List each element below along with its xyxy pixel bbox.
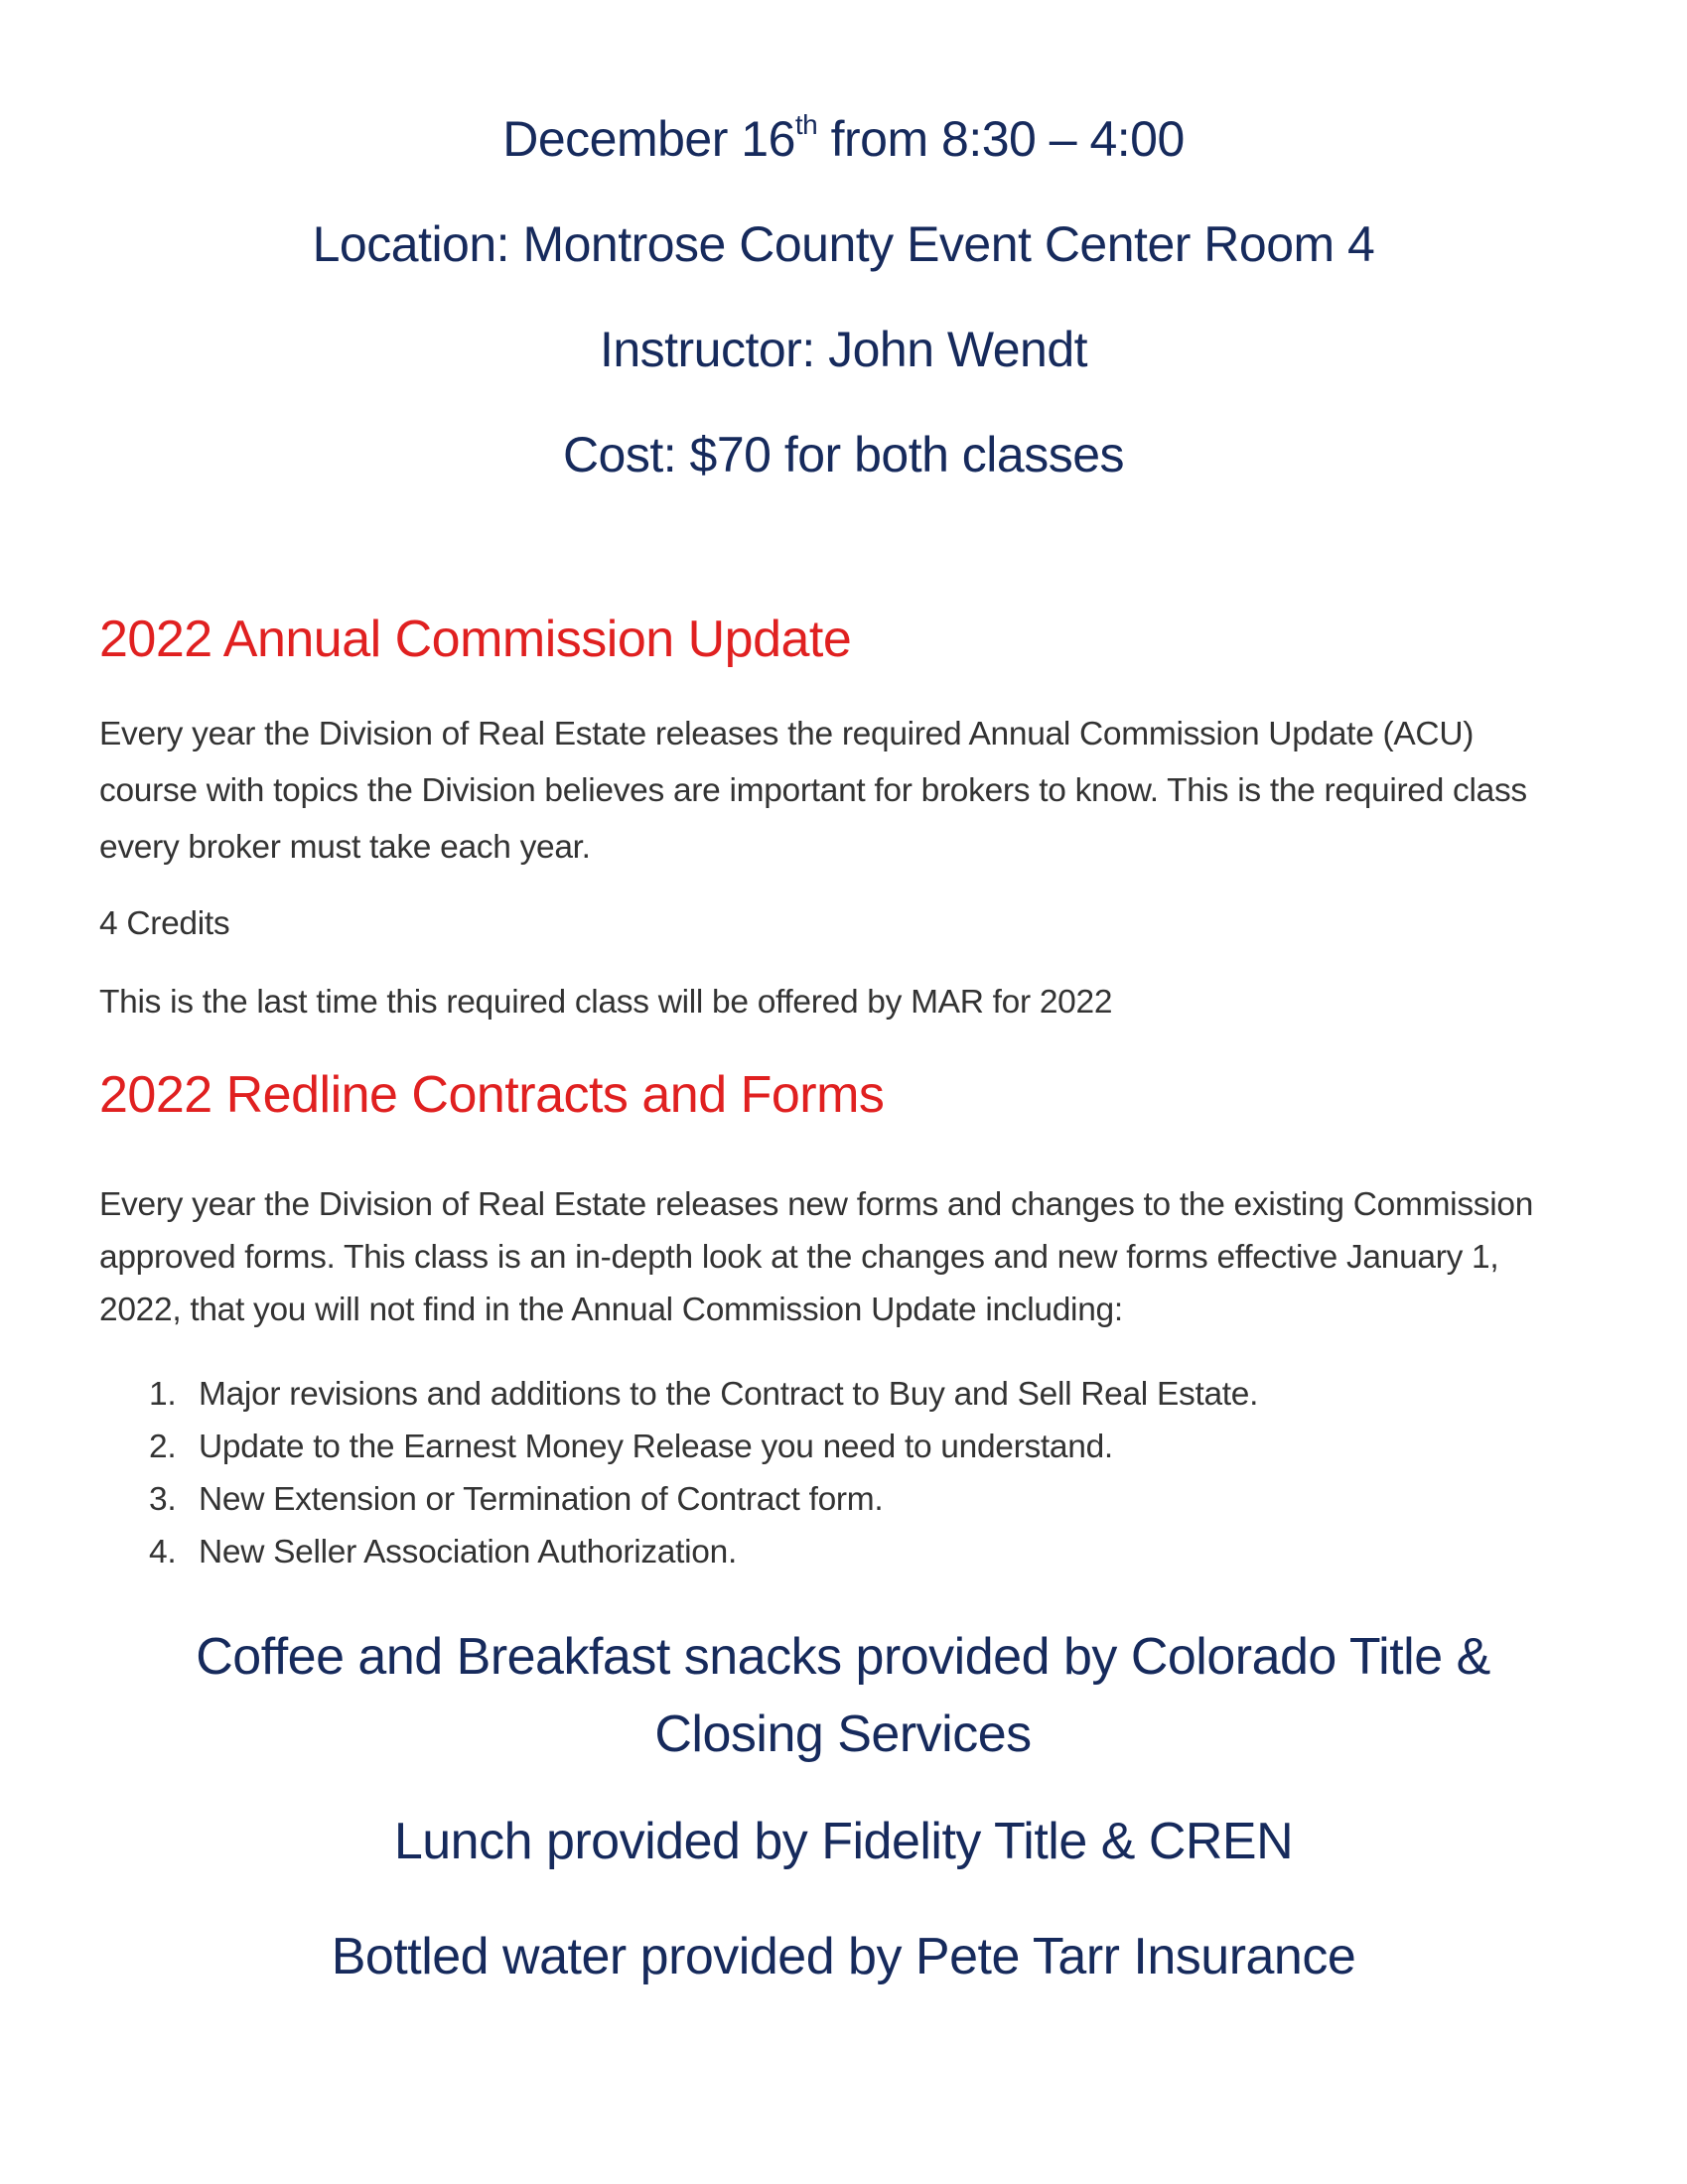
list-item-text: Major revisions and additions to the Contract to Buy and Sell Real Estate. [199,1376,1259,1413]
list-item [99,1421,1589,1473]
list-item-text: New Extension or Termination of Contract form. [199,1481,884,1518]
credits-label: 4 Credits [99,905,230,942]
list-item-number: 1. [149,1376,177,1413]
last-offering-note: This is the last time this required class will be offered by MAR for 2022 [99,984,1113,1021]
event-instructor: Instructor: John Wendt [599,322,1088,377]
list-item [99,1368,1589,1421]
section-title-redline: 2022 Redline Contracts and Forms [99,1066,885,1124]
section-description-redline: Every year the Division of Real Estate releases new forms and changes to the existing Commission approved forms. This class is an in-depth look at the changes and new forms effective January 1, 2022, that you will not find in the Annual Commission Update including: [99,1186,1534,1328]
section-description-acu: Every year the Division of Real Estate releases the required Annual Commission Update (ACU) course with topics the Division believes are important for brokers to know. This is the required class every broker must take each year. [99,716,1527,866]
list-item [99,1526,1589,1578]
sponsor-lunch: Lunch provided by Fidelity Title & CREN [393,1813,1294,1870]
section-title-acu: 2022 Annual Commission Update [99,611,852,668]
event-cost: Cost: $70 for both classes [562,427,1125,482]
changes-list [99,1368,1589,1578]
event-date [0,107,1687,171]
list-item-number: 2. [149,1429,177,1465]
list-item-number: 4. [149,1534,177,1570]
list-item-text: Update to the Earnest Money Release you need to understand. [199,1429,1113,1465]
event-location: Location: Montrose County Event Center Room 4 [312,216,1375,272]
list-item-number: 3. [149,1481,177,1518]
event-date-prefix: December 16 [502,111,795,167]
list-item-text: New Seller Association Authorization. [199,1534,737,1570]
event-date-suffix: th [794,109,818,141]
sponsor-water: Bottled water provided by Pete Tarr Insurance [331,1928,1356,1985]
event-time: from 8:30 – 4:00 [817,111,1185,167]
list-item [99,1473,1589,1526]
sponsor-coffee: Coffee and Breakfast snacks provided by Colorado Title & Closing Services [196,1628,1490,1763]
